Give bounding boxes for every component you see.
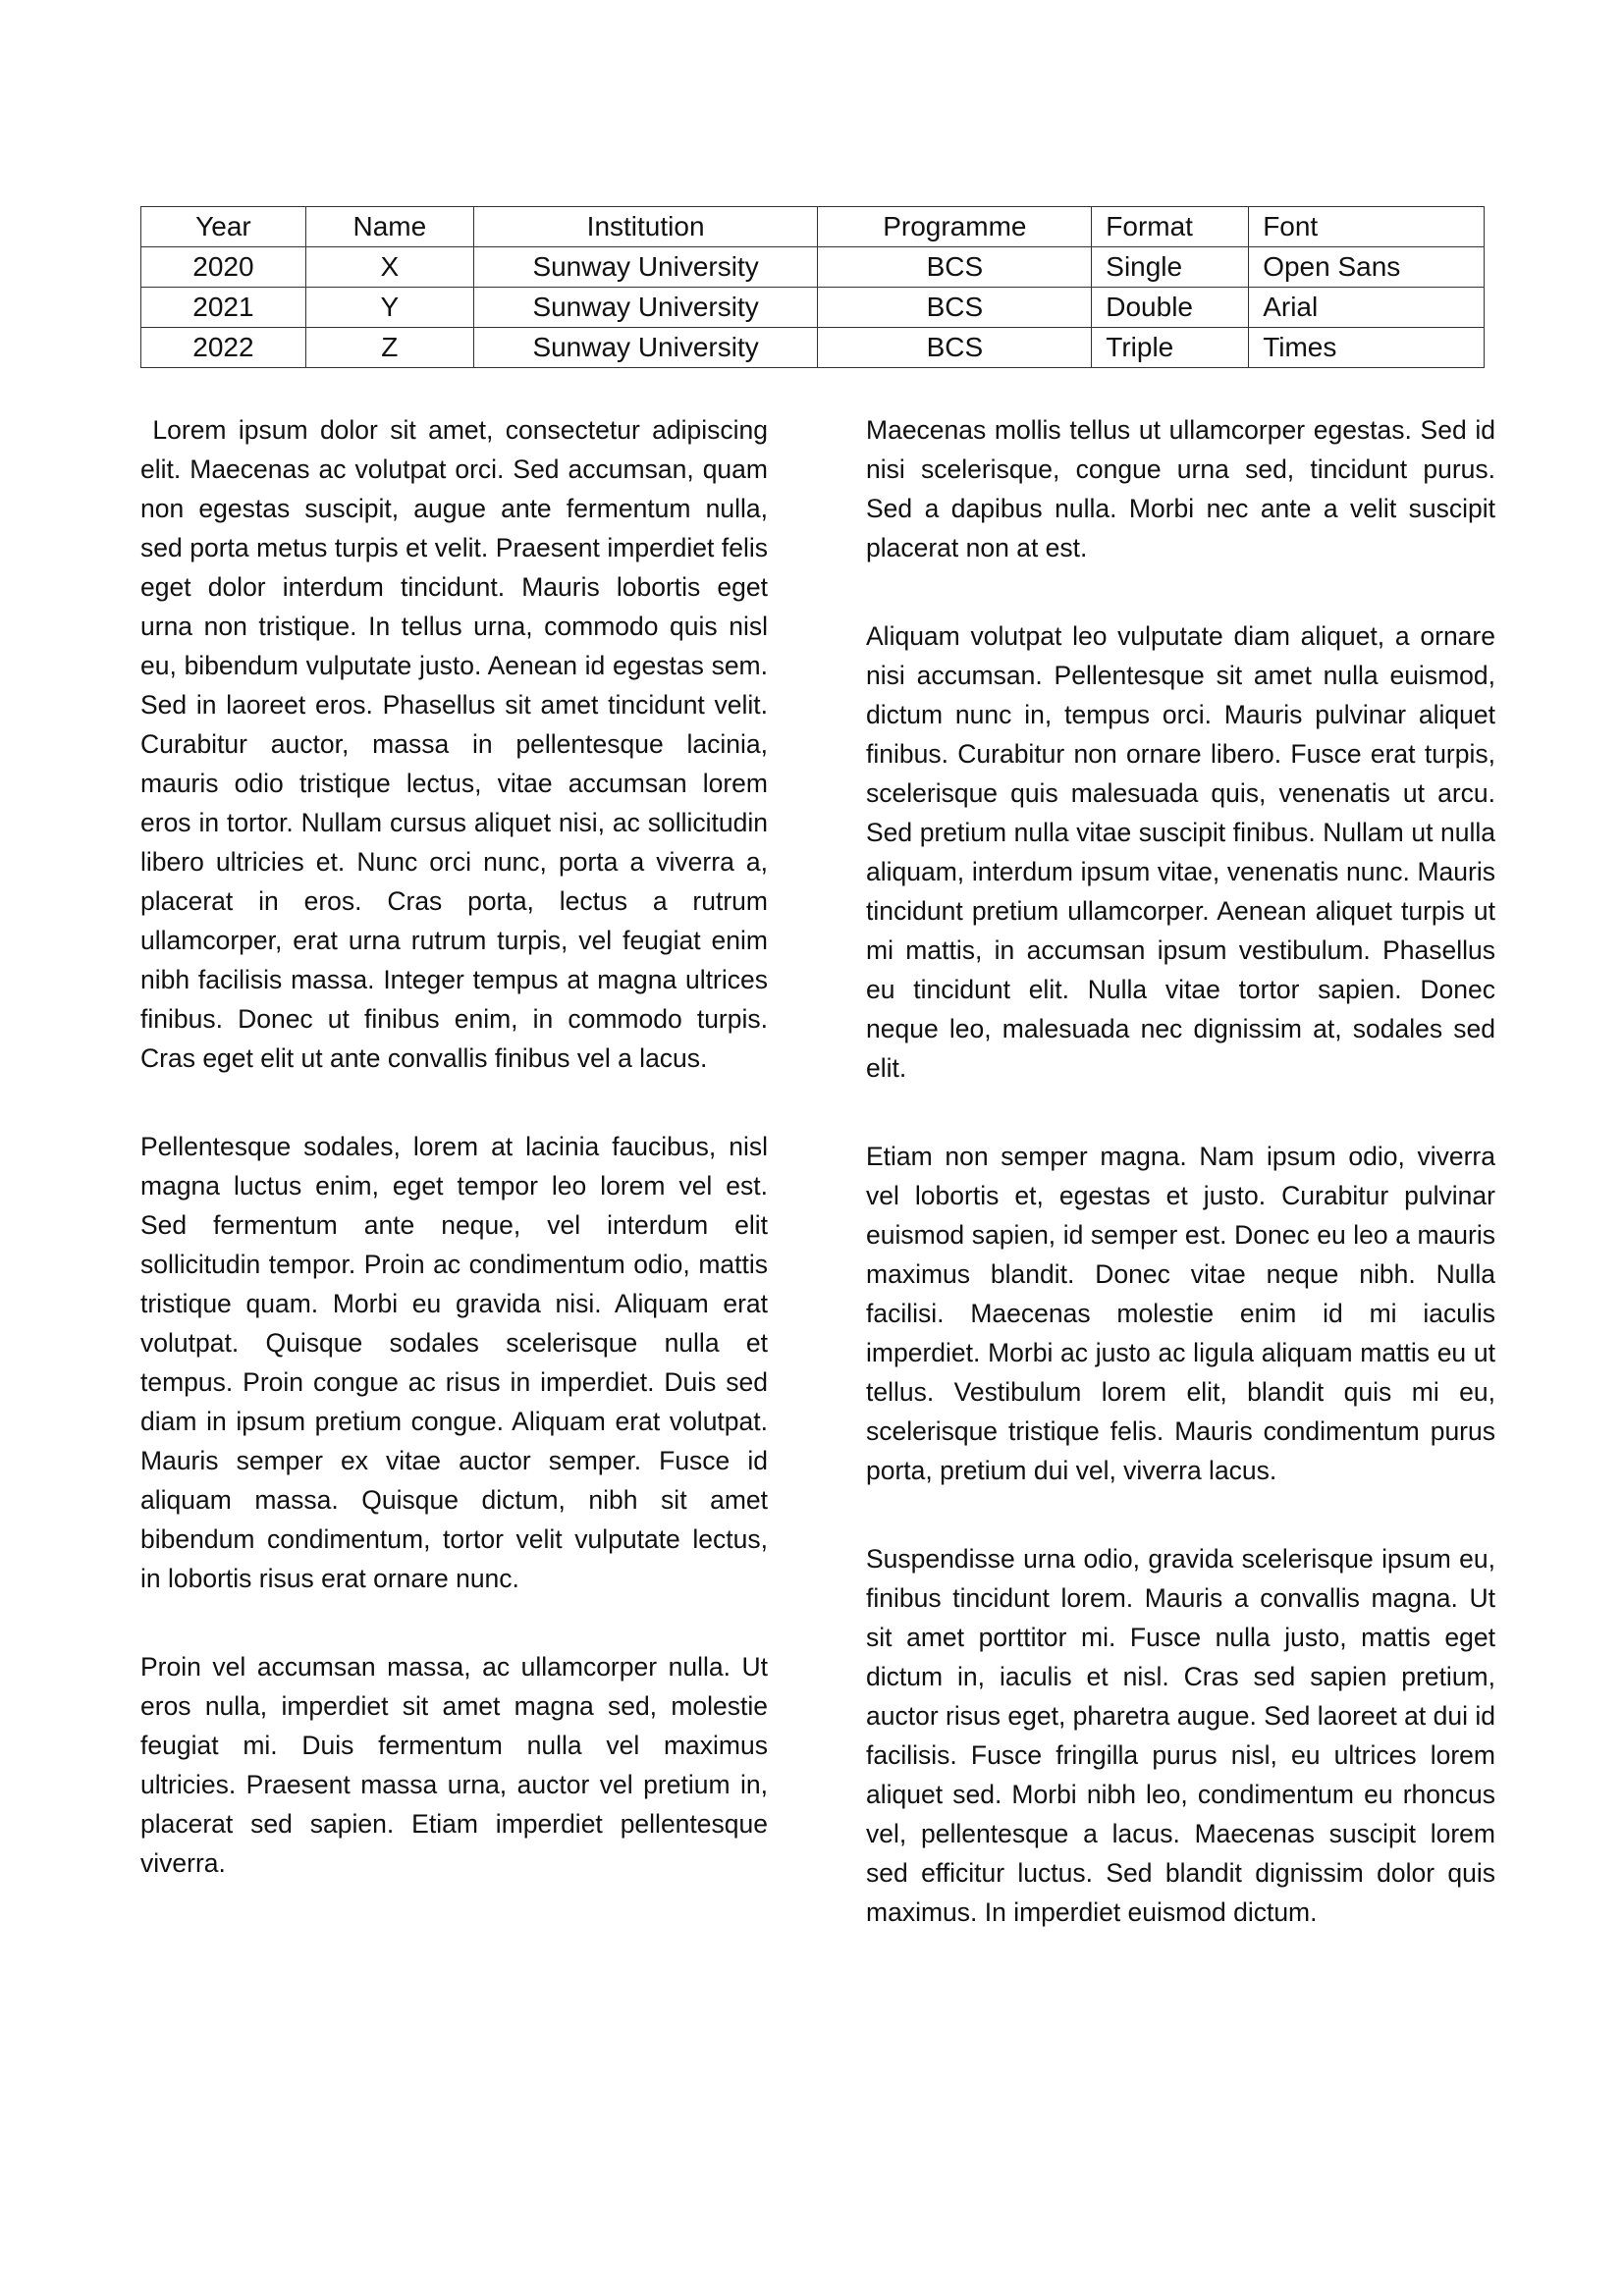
cell-institution: Sunway University xyxy=(473,288,818,328)
paragraph: Pellentesque sodales, lorem at lacinia faucibus, nisl magna luctus enim, eget tempor leo lorem vel est. Sed fermentum ante neque, vel interdum elit sollicitudin tempor. Proin ac condimentum odio, mattis tristique quam. Morbi eu gravida nisi. Aliquam erat volutpat. Quisque sodales scelerisque nulla et tempus. Proin congue ac risus in imperdiet. Duis sed diam in ipsum pretium congue. Aliquam erat volutpat. Mauris semper ex vitae auctor semper. Fusce id aliquam massa. Quisque dictum, nibh sit amet bibendum condimentum, tortor velit vulputate lectus, in lobortis risus erat ornare nunc. xyxy=(140,1132,768,1593)
cell-institution: Sunway University xyxy=(473,247,818,288)
cell-name: X xyxy=(305,247,473,288)
cell-format: Single xyxy=(1092,247,1249,288)
cell-font: Open Sans xyxy=(1249,247,1485,288)
cell-year: 2020 xyxy=(141,247,306,288)
cell-programme: BCS xyxy=(818,247,1092,288)
cell-name: Z xyxy=(305,328,473,368)
table-header-row xyxy=(141,207,1485,247)
paragraph: Maecenas mollis tellus ut ullamcorper egestas. Sed id nisi scelerisque, congue urna sed, tincidunt purus. Sed a dapibus nulla. Morbi nec ante a velit suscipit placerat non at est. xyxy=(866,415,1495,562)
header-programme: Programme xyxy=(818,207,1092,247)
paragraph: Suspendisse urna odio, gravida scelerisque ipsum eu, finibus tincidunt lorem. Mauris a convallis magna. Ut sit amet porttitor mi. Fusce nulla justo, mattis eget dictum in, iaculis et nisl. Cras sed sapien pretium, auctor risus eget, pharetra augue. Sed laoreet at dui id facilisis. Fusce fringilla purus nisl, eu ultrices lorem aliquet sed. Morbi nibh leo, condimentum eu rhoncus vel, pellentesque a lacus. Maecenas suscipit lorem sed efficitur luctus. Sed blandit dignissim dolor quis maximus. In imperdiet euismod dictum. xyxy=(866,1544,1495,1927)
cell-programme: BCS xyxy=(818,328,1092,368)
paragraph: Etiam non semper magna. Nam ipsum odio, viverra vel lobortis et, egestas et justo. Curabitur pulvinar euismod sapien, id semper est. Donec eu leo a mauris maximus blandit. Donec vitae neque nibh. Nulla facilisi. Maecenas molestie enim id mi iaculis imperdiet. Morbi ac justo ac ligula aliquam mattis eu ut tellus. Vestibulum lorem elit, blandit quis mi eu, scelerisque tristique felis. Mauris condimentum purus porta, pretium dui vel, viverra lacus. xyxy=(866,1142,1495,1485)
paragraph: Proin vel accumsan massa, ac ullamcorper nulla. Ut eros nulla, imperdiet sit amet magna sed, molestie feugiat mi. Duis fermentum nulla vel maximus ultricies. Praesent massa urna, auctor vel pretium in, placerat sed sapien. Etiam imperdiet pellentesque viverra. xyxy=(140,1652,768,1878)
paragraph: Aliquam volutpat leo vulputate diam aliquet, a ornare nisi accumsan. Pellentesque sit amet nulla euismod, dictum nunc in, tempus orci. Mauris pulvinar aliquet finibus. Curabitur non ornare libero. Fusce erat turpis, scelerisque quis malesuada quis, venenatis ut arcu. Sed pretium nulla vitae suscipit finibus. Nullam ut nulla aliquam, interdum ipsum vitae, venenatis nunc. Mauris tincidunt pretium ullamcorper. Aenean aliquet turpis ut mi mattis, in accumsan ipsum vestibulum. Phasellus eu tincidunt elit. Nulla vitae tortor sapien. Donec neque leo, malesuada nec dignissim at, sodales sed elit. xyxy=(866,621,1495,1083)
header-institution: Institution xyxy=(473,207,818,247)
header-name: Name xyxy=(305,207,473,247)
cell-font: Times xyxy=(1249,328,1485,368)
cell-name: Y xyxy=(305,288,473,328)
right-text-column xyxy=(866,410,1495,1981)
cell-year: 2022 xyxy=(141,328,306,368)
cell-programme: BCS xyxy=(818,288,1092,328)
cell-font: Arial xyxy=(1249,288,1485,328)
table-row xyxy=(141,247,1485,288)
cell-year: 2021 xyxy=(141,288,306,328)
cell-format: Double xyxy=(1092,288,1249,328)
table-row xyxy=(141,328,1485,368)
header-font: Font xyxy=(1249,207,1485,247)
cell-format: Triple xyxy=(1092,328,1249,368)
paragraph: Lorem ipsum dolor sit amet, consectetur adipiscing elit. Maecenas ac volutpat orci. Sed accumsan, quam non egestas suscipit, augue ante fermentum nulla, sed porta metus turpis et velit. Praesent imperdiet felis eget dolor interdum tincidunt. Mauris lobortis eget urna non tristique. In tellus urna, commodo quis nisl eu, bibendum vulputate justo. Aenean id egestas sem. Sed in laoreet eros. Phasellus sit amet tincidunt velit. Curabitur auctor, massa in pellentesque lacinia, mauris odio tristique lectus, vitae accumsan lorem eros in tortor. Nullam cursus aliquet nisi, ac sollicitudin libero ultricies et. Nunc orci nunc, porta a viverra a, placerat in eros. Cras porta, lectus a rutrum ullamcorper, erat urna rutrum turpis, vel feugiat enim nibh facilisis massa. Integer tempus at magna ultrices finibus. Donec ut finibus enim, in commodo turpis. Cras eget elit ut ante convallis finibus vel a lacus. xyxy=(140,415,776,1073)
table-row xyxy=(141,288,1485,328)
info-table xyxy=(140,206,1485,368)
header-format: Format xyxy=(1092,207,1249,247)
cell-institution: Sunway University xyxy=(473,328,818,368)
left-text-column xyxy=(140,410,776,1932)
header-year: Year xyxy=(141,207,306,247)
